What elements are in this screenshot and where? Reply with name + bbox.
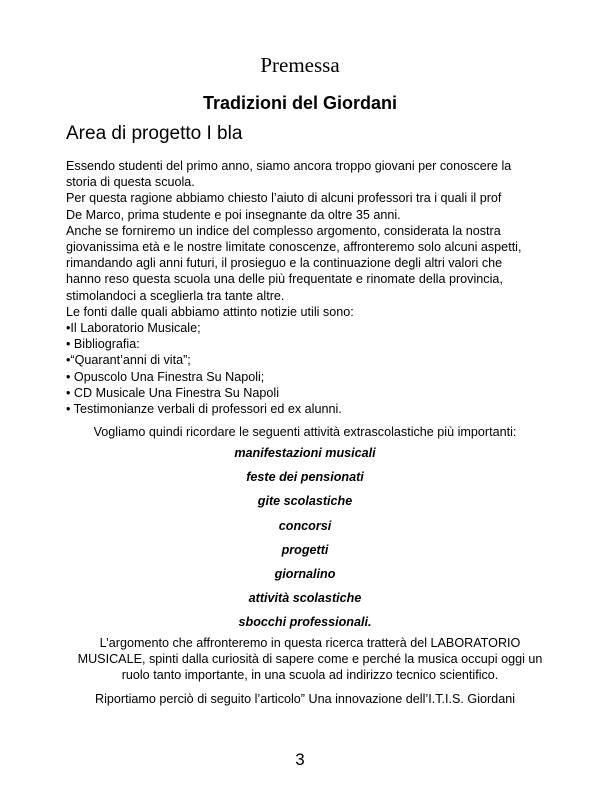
activities-intro: Vogliamo quindi ricordare le seguenti attività extrascolastiche più importanti: [93, 425, 517, 439]
body-line: storia di questa scuola. [66, 175, 195, 190]
body-line: Essendo studenti del primo anno, siamo ancora troppo giovani per conoscere la [66, 159, 512, 173]
source-list-item: • Opuscolo Una Finestra Su Napoli; [66, 369, 265, 384]
page-title: Premessa [260, 53, 340, 77]
conclusion-text [55, 635, 565, 684]
body-line: De Marco, prima studente e poi insegnante da oltre 35 anni. [66, 207, 401, 222]
body-line: rimandando agli anni futuri, il prosieguo e la continuazione degli altri valori che [66, 256, 503, 271]
activity-item: manifestazioni musicali [234, 446, 376, 460]
source-list-item: • CD Musicale Una Finestra Su Napoli [66, 385, 279, 400]
activity-item: sbocchi professionali. [238, 615, 372, 630]
activity-item: progetti [281, 542, 329, 557]
source-list-item: • Bibliografia: [66, 337, 140, 352]
activity-item: giornalino [274, 566, 336, 581]
area-heading: Area di progetto I bla [66, 123, 243, 144]
conclusion-line: L’argomento che affronteremo in questa ricerca tratterà del LABORATORIO [99, 636, 521, 650]
conclusion-line: ruolo tanto importante, in una scuola ad indirizzo tecnico scientifico. [121, 668, 499, 683]
body-line: hanno reso questa scuola una delle più frequentate e rinomate della provincia, [66, 272, 503, 287]
body-line: stimolandoci a sceglierla tra tante altre. [66, 288, 285, 303]
body-line: Per questa ragione abbiamo chiesto l’aiuto di alcuni professori tra i quali il prof [66, 191, 502, 206]
body-line: giovanissima età e le nostre limitate conoscenze, affronteremo solo alcuni aspetti, [66, 240, 522, 255]
activity-item: attività scolastiche [248, 591, 362, 606]
body-line: Anche se forniremo un indice del complesso argomento, considerata la nostra [66, 223, 501, 238]
source-list-item: •“Quarant’anni di vita”; [66, 353, 191, 368]
activity-item: gite scolastiche [257, 494, 353, 509]
source-list-item: • Testimonianze verbali di professori ed ex alunni. [66, 402, 342, 417]
activity-item: concorsi [278, 518, 332, 533]
page-number: 3 [295, 750, 305, 769]
body-line: Le fonti dalle quali abbiamo attinto notizie utili sono: [66, 304, 354, 319]
page-subtitle: Tradizioni del Giordani [202, 93, 398, 113]
conclusion-line: MUSICALE, spinti dalla curiosità di sapere come e perché la musica occupi oggi un [77, 652, 543, 667]
source-list-item: •Il Laboratorio Musicale; [66, 321, 201, 336]
article-reference: Riportiamo perciò di seguito l’articolo” Una innovazione dell’I.T.I.S. Giordani [95, 692, 515, 706]
body-text [66, 158, 576, 417]
activity-item: feste dei pensionati [246, 470, 364, 485]
activities-list [0, 445, 600, 639]
